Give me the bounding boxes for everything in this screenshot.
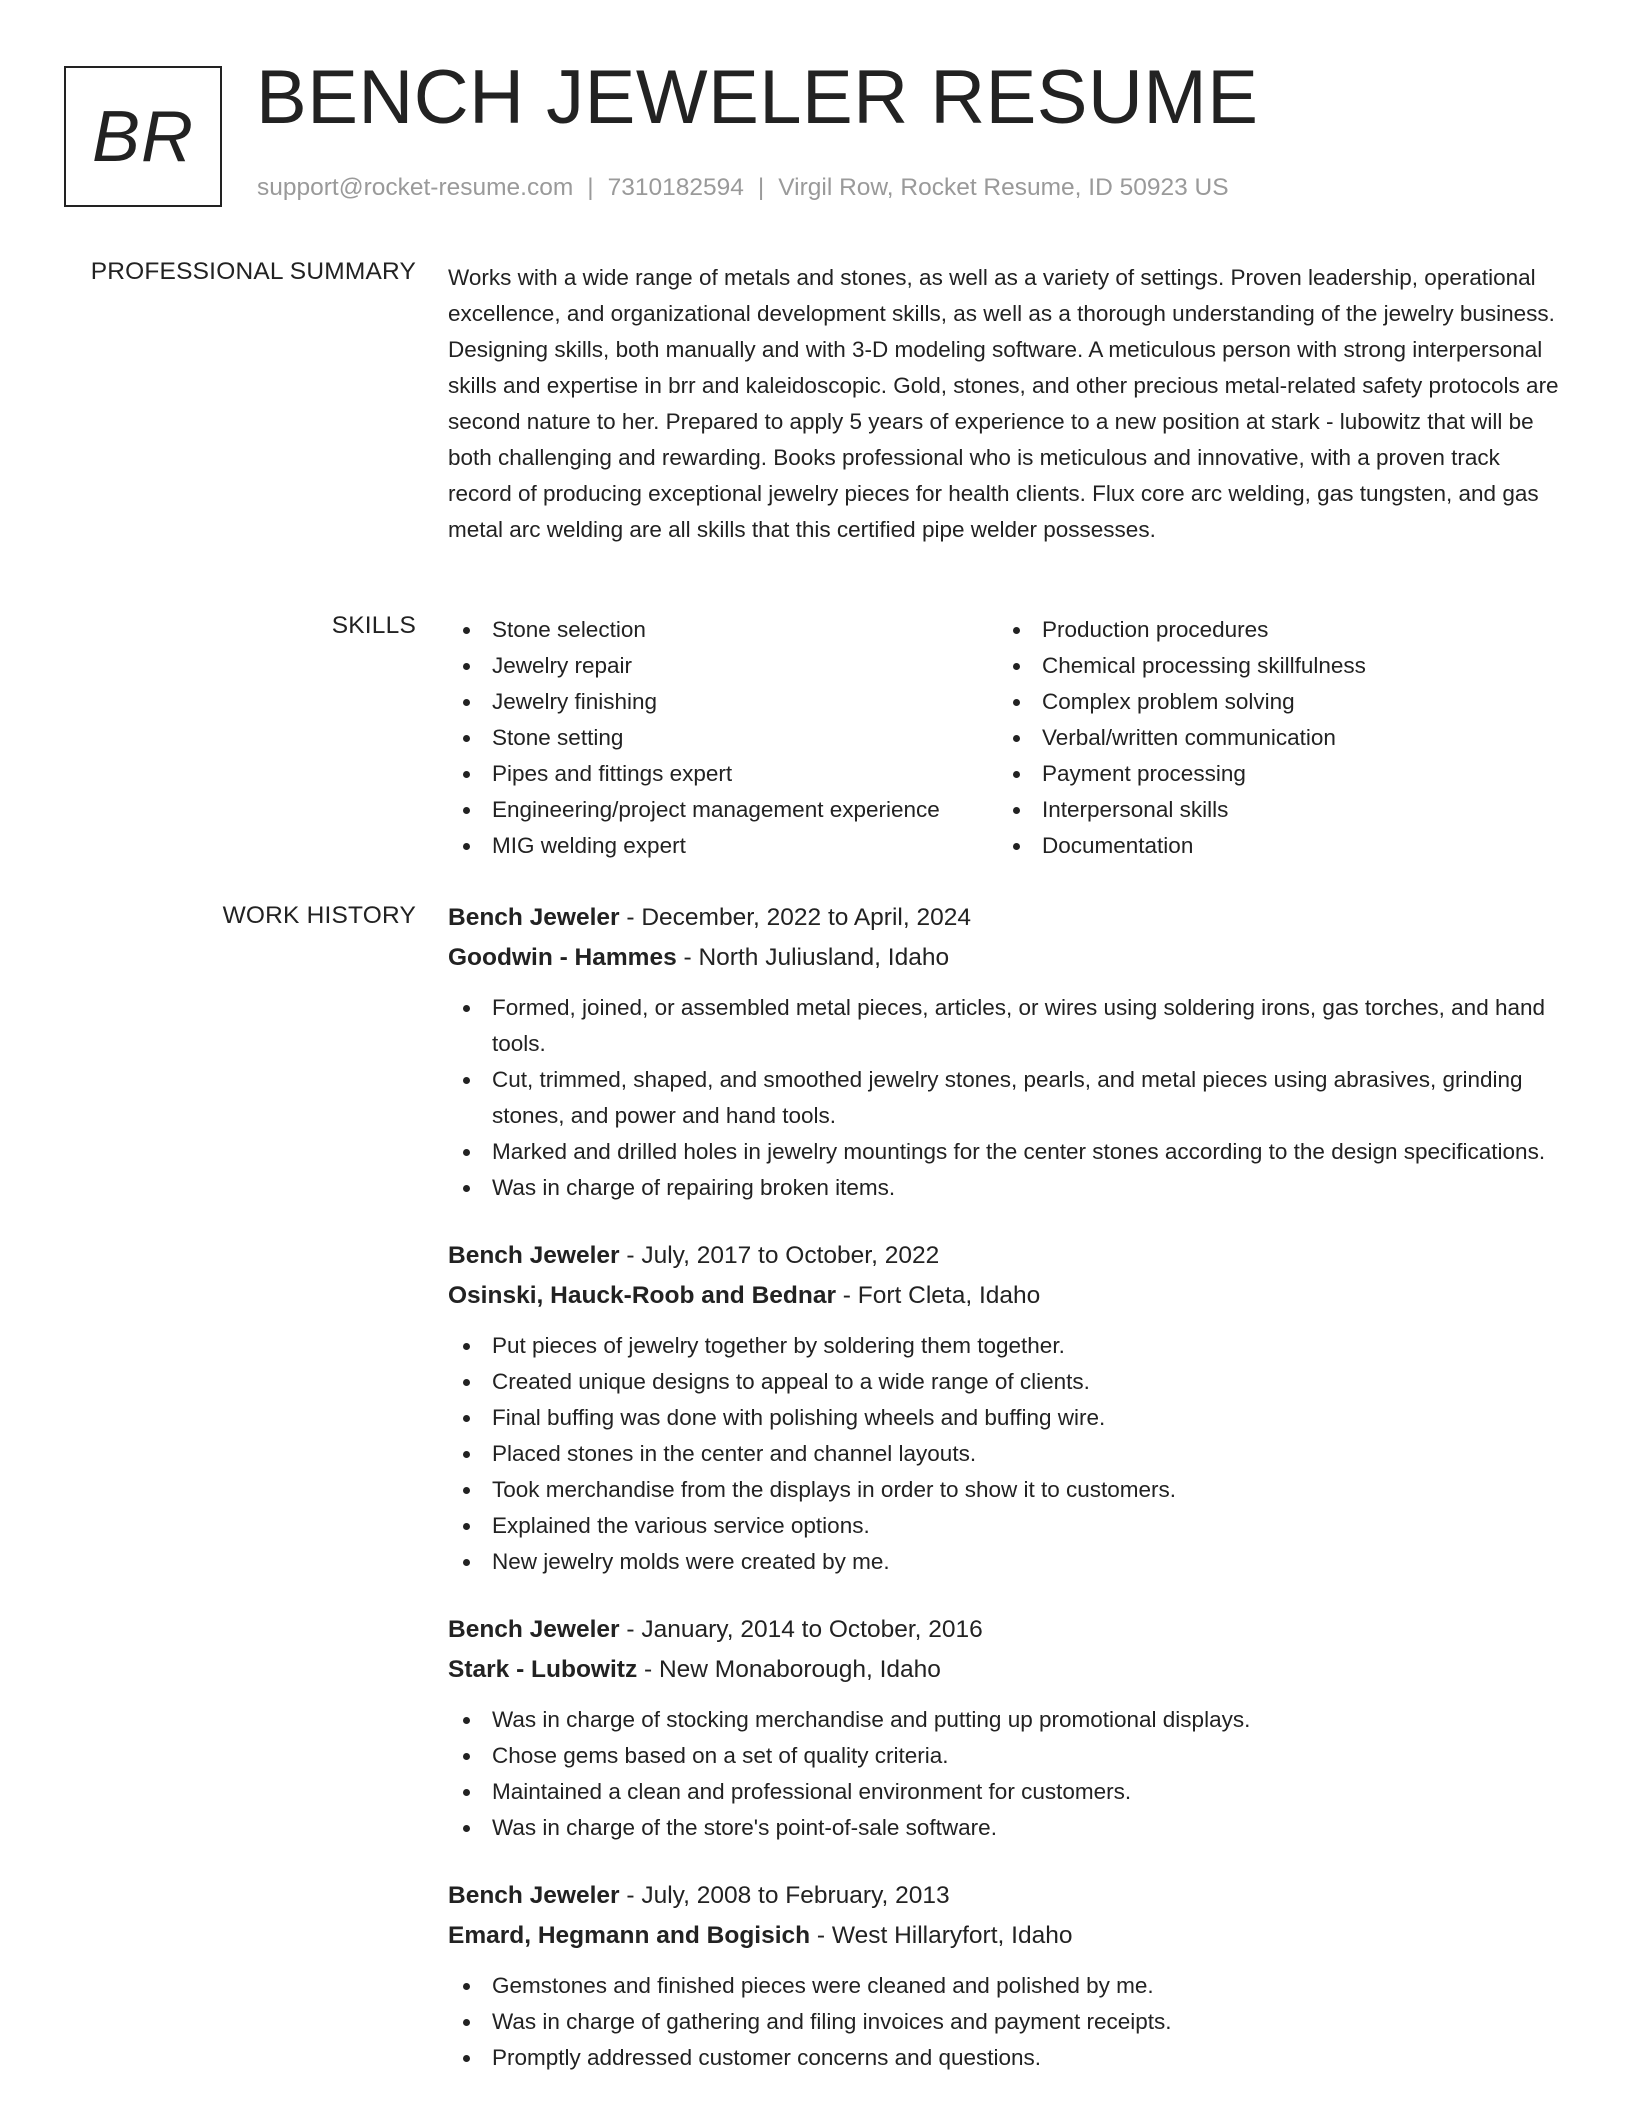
job-entry [448,1236,1568,1580]
job-bullet-list [448,990,1568,1206]
job-location: - North Juliusland, Idaho [676,944,950,971]
skill-item: Stone selection [448,612,998,648]
skill-item: Stone setting [448,720,998,756]
resume-title: BENCH JEWELER RESUME [256,55,1259,140]
summary-body [448,260,1568,548]
job-bullet: Gemstones and finished pieces were cleaned and polished by me. [448,1968,1568,2004]
job-title-line [448,898,1568,938]
job-dates: - December, 2022 to April, 2024 [619,904,971,931]
job-bullet: Cut, trimmed, shaped, and smoothed jewelry stones, pearls, and metal pieces using abrasives, grinding stones, and power and hand tools. [448,1062,1568,1134]
job-entry [448,898,1568,1206]
job-bullet: Maintained a clean and professional environment for customers. [448,1774,1568,1810]
skill-item: Engineering/project management experience [448,792,998,828]
section-label-skills: SKILLS [331,612,416,639]
job-bullet: Formed, joined, or assembled metal pieces, articles, or wires using soldering irons, gas torches, and hand tools. [448,990,1568,1062]
skill-item: Pipes and fittings expert [448,756,998,792]
job-entry [448,1876,1568,2076]
skills-list-left [448,612,998,864]
skill-item: Jewelry repair [448,648,998,684]
skill-item: Interpersonal skills [998,792,1548,828]
section-label-work: WORK HISTORY [222,902,416,929]
job-location: - Fort Cleta, Idaho [836,1282,1041,1309]
job-company: Osinski, Hauck-Roob and Bednar [448,1282,836,1309]
contact-phone: 7310182594 [607,174,744,201]
job-company-line [448,1276,1568,1316]
skill-item: Documentation [998,828,1548,864]
summary-text: Works with a wide range of metals and stones, as well as a variety of settings. Proven leadership, operational excellence, and organizational development skills, as well as a thorough understanding of the jewelry business. Designing skills, both manually and with 3-D modeling software. A meticulous person with strong interpersonal skills and expertise in brr and kaleidoscopic. Gold, stones, and other precious metal-related safety protocols are second nature to her. Prepared to apply 5 years of experience to a new position at stark - lubowitz that will be both challenging and rewarding. Books professional who is meticulous and innovative, with a proven track record of producing exceptional jewelry pieces for health clients. Flux core arc welding, gas tungsten, and gas metal arc welding are all skills that this certified pipe welder possesses. [448,265,1559,542]
job-bullet: Chose gems based on a set of quality criteria. [448,1738,1568,1774]
job-bullet: Promptly addressed customer concerns and questions. [448,2040,1568,2076]
contact-address: Virgil Row, Rocket Resume, ID 50923 US [778,174,1229,201]
skill-item: Production procedures [998,612,1548,648]
job-title-line [448,1610,1568,1650]
job-bullet: Was in charge of the store's point-of-sale software. [448,1810,1568,1846]
contact-line [257,174,1229,202]
job-location: - West Hillaryfort, Idaho [810,1922,1073,1949]
job-title-line [448,1236,1568,1276]
contact-separator: | [587,174,594,201]
skill-item: MIG welding expert [448,828,998,864]
skill-item: Jewelry finishing [448,684,998,720]
skill-item: Complex problem solving [998,684,1548,720]
skill-item: Verbal/written communication [998,720,1548,756]
job-bullet: New jewelry molds were created by me. [448,1544,1568,1580]
job-bullet: Final buffing was done with polishing wheels and buffing wire. [448,1400,1568,1436]
job-title-line [448,1876,1568,1916]
job-dates: - July, 2008 to February, 2013 [619,1882,950,1909]
skill-item: Chemical processing skillfulness [998,648,1548,684]
job-title: Bench Jeweler [448,1882,620,1909]
job-bullet: Was in charge of gathering and filing invoices and payment receipts. [448,2004,1568,2040]
job-bullet: Was in charge of repairing broken items. [448,1170,1568,1206]
job-bullet: Placed stones in the center and channel layouts. [448,1436,1568,1472]
job-bullet-list [448,1968,1568,2076]
job-company-line [448,938,1568,978]
skills-list-right [998,612,1548,864]
job-company-line [448,1916,1568,1956]
work-body [448,898,1568,2106]
job-bullet-list [448,1702,1568,1846]
job-title: Bench Jeweler [448,1616,620,1643]
job-bullet: Put pieces of jewelry together by soldering them together. [448,1328,1568,1364]
skills-body [448,612,1568,864]
job-bullet: Marked and drilled holes in jewelry mountings for the center stones according to the design specifications. [448,1134,1568,1170]
job-bullet: Explained the various service options. [448,1508,1568,1544]
job-location: - New Monaborough, Idaho [637,1656,941,1683]
job-bullet-list [448,1328,1568,1580]
contact-email: support@rocket-resume.com [257,174,574,201]
job-company: Goodwin - Hammes [448,944,677,971]
job-company: Stark - Lubowitz [448,1656,638,1683]
section-label-summary: PROFESSIONAL SUMMARY [90,258,416,285]
job-bullet: Was in charge of stocking merchandise and putting up promotional displays. [448,1702,1568,1738]
job-title: Bench Jeweler [448,904,620,931]
job-bullet: Took merchandise from the displays in order to show it to customers. [448,1472,1568,1508]
contact-separator: | [757,174,765,201]
monogram-logo: BR [64,66,222,207]
job-bullet: Created unique designs to appeal to a wide range of clients. [448,1364,1568,1400]
job-title: Bench Jeweler [448,1242,620,1269]
job-company-line [448,1650,1568,1690]
job-dates: - July, 2017 to October, 2022 [619,1242,940,1269]
skill-item: Payment processing [998,756,1548,792]
job-dates: - January, 2014 to October, 2016 [619,1616,983,1643]
job-entry [448,1610,1568,1846]
job-company: Emard, Hegmann and Bogisich [448,1922,811,1949]
